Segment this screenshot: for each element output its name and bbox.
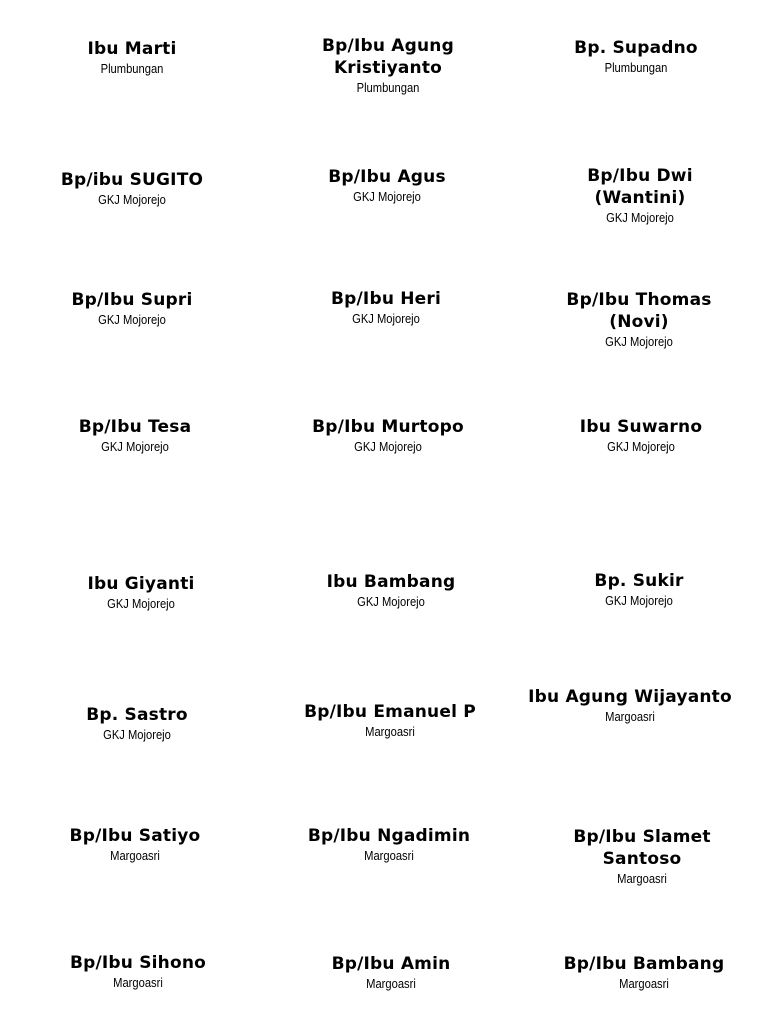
recipient-name: Bp/Ibu Bambang [563,954,725,974]
recipient-address: GKJ Mojorejo [606,210,674,225]
recipient-address: Margoasri [364,848,414,863]
recipient-name: Bp/Ibu Slamet Santoso [573,827,711,869]
recipient-address: Plumbungan [604,60,668,75]
recipient-name: Ibu Marti [87,39,177,59]
recipient-address: GKJ Mojorejo [101,439,169,454]
recipient-name: Bp/Ibu Ngadimin [307,826,471,846]
recipient-address: Margoasri [366,976,416,991]
address-label [267,166,507,206]
recipient-name: Bp/Ibu Thomas (Novi) [566,290,712,332]
recipient-address: Margoasri [113,975,163,990]
recipient-name: Ibu Giyanti [87,574,195,594]
address-label [554,289,724,351]
address-label [570,165,710,227]
recipient-name: Bp/Ibu Sihono [69,953,207,973]
recipient-address: GKJ Mojorejo [352,311,420,326]
address-label [15,825,255,865]
address-label [269,825,509,865]
recipient-address: Plumbungan [100,61,164,76]
address-label [271,571,511,611]
recipient-address: Margoasri [110,848,160,863]
recipient-name: Bp/Ibu Dwi (Wantini) [587,166,693,208]
address-label [521,416,761,456]
address-label [17,704,257,744]
recipient-name: Bp/Ibu Tesa [78,417,192,437]
address-label [52,38,212,78]
recipient-address: GKJ Mojorejo [607,439,675,454]
recipient-address: Margoasri [619,976,669,991]
address-label [268,416,508,456]
recipient-name: Bp. Sastro [86,705,188,725]
recipient-name: Bp/Ibu Amin [331,954,451,974]
recipient-name: Bp. Sukir [594,571,684,591]
address-label [12,169,252,209]
recipient-name: Ibu Suwarno [579,417,703,437]
address-label [556,37,716,77]
recipient-name: Bp/Ibu Agus [328,167,446,187]
recipient-name: Ibu Bambang [326,572,456,592]
recipient-address: Margoasri [365,724,415,739]
address-label [15,416,255,456]
recipient-name: Bp/ibu SUGITO [60,170,204,190]
recipient-name: Bp/Ibu Satiyo [69,826,201,846]
recipient-address: Margoasri [605,709,655,724]
recipient-name: Bp/Ibu Emanuel P [304,702,476,722]
recipient-name: Bp/Ibu Agung Kristiyanto [322,36,454,78]
recipient-address: Plumbungan [356,80,420,95]
address-label [271,953,511,993]
address-label [308,35,468,97]
recipient-address: GKJ Mojorejo [98,192,166,207]
recipient-address: GKJ Mojorejo [605,334,673,349]
address-label [270,701,510,741]
recipient-name: Bp/Ibu Supri [71,290,193,310]
address-label [18,952,258,992]
recipient-address: GKJ Mojorejo [107,596,175,611]
recipient-address: GKJ Mojorejo [354,439,422,454]
recipient-name: Ibu Agung Wijayanto [528,687,732,707]
address-label [562,826,722,888]
recipient-address: Margoasri [617,871,667,886]
recipient-address: GKJ Mojorejo [103,727,171,742]
recipient-address: GKJ Mojorejo [98,312,166,327]
address-label [524,953,764,993]
recipient-name: Bp/Ibu Heri [330,289,442,309]
recipient-name: Bp. Supadno [574,38,698,58]
address-label [519,570,759,610]
address-label [12,289,252,329]
recipient-name: Bp/Ibu Murtopo [312,417,464,437]
recipient-address: GKJ Mojorejo [357,594,425,609]
recipient-address: GKJ Mojorejo [605,593,673,608]
address-label [266,288,506,328]
address-label [21,573,261,613]
address-label [520,686,740,726]
recipient-address: GKJ Mojorejo [353,189,421,204]
